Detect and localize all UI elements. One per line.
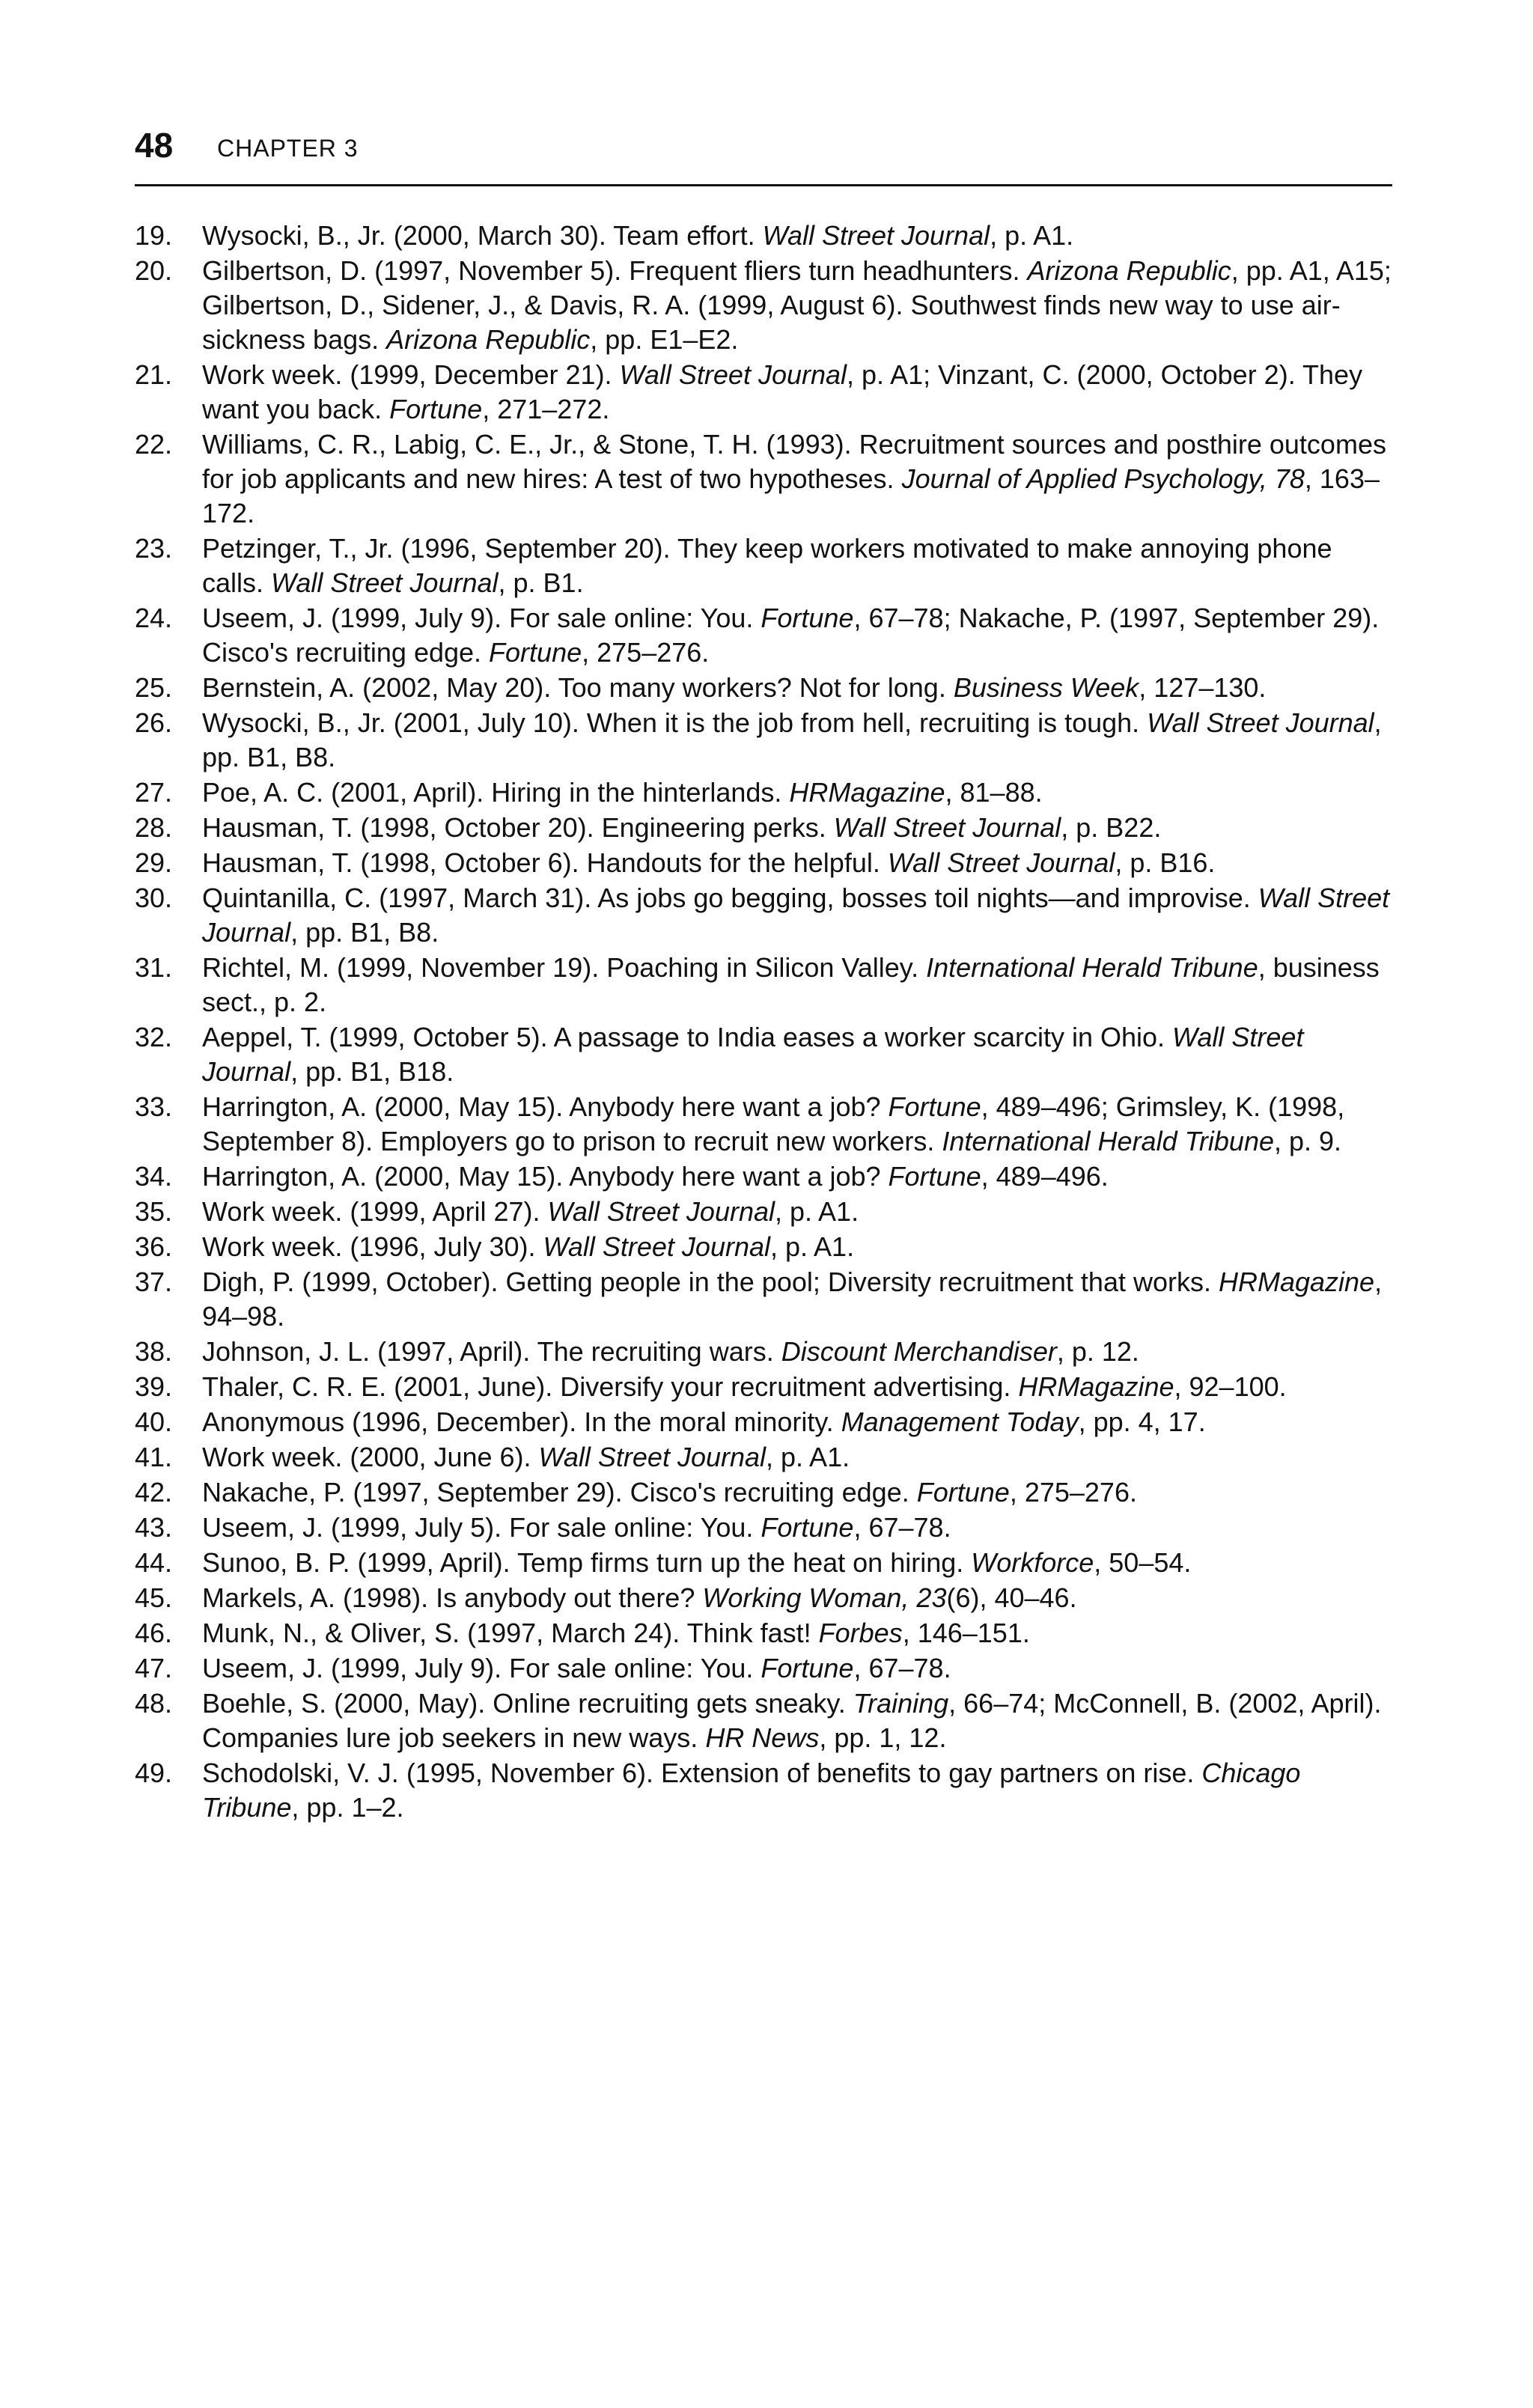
reference-segment: Wysocki, B., Jr. (2000, March 30). Team effort. bbox=[202, 220, 763, 251]
reference-segment: , pp. 1–2. bbox=[291, 1792, 404, 1823]
reference-segment: Richtel, M. (1999, November 19). Poaching in Silicon Valley. bbox=[202, 952, 927, 983]
reference-item bbox=[135, 219, 1392, 253]
reference-item bbox=[135, 1756, 1392, 1825]
reference-item bbox=[135, 1651, 1392, 1686]
source-title: Wall Street Journal bbox=[202, 883, 1390, 948]
reference-segment: Nakache, P. (1997, September 29). Cisco's recruiting edge. bbox=[202, 1477, 917, 1508]
reference-text bbox=[202, 883, 1389, 948]
reference-segment: , 81–88. bbox=[945, 777, 1043, 808]
reference-text bbox=[202, 707, 1382, 772]
reference-segment: Poe, A. C. (2001, April). Hiring in the hinterlands. bbox=[202, 777, 790, 808]
reference-text bbox=[202, 255, 1392, 355]
reference-list bbox=[135, 219, 1392, 1826]
reference-segment: , 67–78; Nakache, P. (1997, September 29). Cisco's recruiting edge. bbox=[202, 603, 1380, 668]
source-title: Journal of Applied Psychology, 78 bbox=[901, 463, 1305, 494]
reference-item bbox=[135, 1230, 1392, 1264]
source-title: Management Today bbox=[841, 1406, 1079, 1437]
reference-segment: (6), 40–46. bbox=[946, 1582, 1077, 1613]
reference-number: 46. bbox=[135, 1618, 173, 1648]
reference-number: 31. bbox=[135, 952, 173, 983]
reference-segment: , 66–74; McConnell, B. (2002, April). Companies lure job seekers in new ways. bbox=[202, 1688, 1382, 1753]
reference-text bbox=[202, 1547, 1191, 1578]
reference-item bbox=[135, 601, 1392, 670]
reference-number: 43. bbox=[135, 1512, 173, 1543]
reference-segment: Markels, A. (1998). Is anybody out there? bbox=[202, 1582, 703, 1613]
reference-item bbox=[135, 1511, 1392, 1545]
source-title: Wall Street Journal bbox=[271, 567, 499, 598]
reference-text bbox=[202, 1653, 951, 1683]
reference-item bbox=[135, 1335, 1392, 1369]
source-title: Wall Street Journal bbox=[538, 1442, 766, 1472]
reference-segment: , 127–130. bbox=[1139, 672, 1267, 703]
source-title: Discount Merchandiser bbox=[781, 1336, 1057, 1367]
reference-segment: Harrington, A. (2000, May 15). Anybody here want a job? bbox=[202, 1091, 889, 1122]
source-title: HRMagazine bbox=[1218, 1267, 1375, 1297]
reference-segment: Johnson, J. L. (1997, April). The recruiting wars. bbox=[202, 1336, 781, 1367]
reference-number: 45. bbox=[135, 1582, 173, 1613]
reference-segment: Williams, C. R., Labig, C. E., Jr., & Stone, T. H. (1993). Recruitment sources and posthire outcomes for job applicants and new hires: A test of two hypotheses. bbox=[202, 429, 1386, 494]
source-title: Wall Street Journal bbox=[619, 359, 847, 390]
reference-number: 23. bbox=[135, 533, 173, 564]
reference-number: 21. bbox=[135, 359, 173, 390]
source-title: International Herald Tribune bbox=[926, 952, 1258, 983]
reference-segment: , pp. E1–E2. bbox=[590, 324, 739, 355]
reference-segment: , 275–276. bbox=[1009, 1477, 1137, 1508]
reference-number: 44. bbox=[135, 1547, 173, 1578]
reference-text bbox=[202, 1688, 1381, 1753]
reference-number: 32. bbox=[135, 1022, 173, 1052]
reference-segment: , 92–100. bbox=[1174, 1371, 1287, 1402]
reference-segment: , 489–496. bbox=[981, 1161, 1109, 1192]
source-title: Wall Street Journal bbox=[762, 220, 990, 251]
reference-text bbox=[202, 1091, 1344, 1156]
source-title: Wall Street Journal bbox=[547, 1196, 775, 1227]
reference-segment: , 94–98. bbox=[202, 1267, 1383, 1332]
reference-text bbox=[202, 359, 1362, 424]
reference-segment: Bernstein, A. (2002, May 20). Too many workers? Not for long. bbox=[202, 672, 954, 703]
reference-item bbox=[135, 1616, 1392, 1650]
reference-text bbox=[202, 1371, 1287, 1402]
source-title: Training bbox=[853, 1688, 949, 1719]
reference-text bbox=[202, 1336, 1139, 1367]
reference-number: 25. bbox=[135, 672, 173, 703]
reference-segment: Work week. (1996, July 30). bbox=[202, 1231, 543, 1262]
reference-text bbox=[202, 847, 1215, 878]
reference-segment: , pp. 4, 17. bbox=[1078, 1406, 1206, 1437]
reference-text bbox=[202, 952, 1380, 1017]
reference-number: 34. bbox=[135, 1161, 173, 1192]
reference-segment: , 146–151. bbox=[902, 1618, 1030, 1648]
reference-segment: , pp. B1, B8. bbox=[290, 917, 439, 948]
reference-number: 28. bbox=[135, 812, 173, 843]
reference-text bbox=[202, 220, 1073, 251]
reference-text bbox=[202, 1582, 1077, 1613]
reference-number: 36. bbox=[135, 1231, 173, 1262]
reference-item bbox=[135, 671, 1392, 705]
reference-segment: , p. 9. bbox=[1274, 1126, 1342, 1156]
source-title: Fortune bbox=[761, 1512, 854, 1543]
source-title: Chicago Tribune bbox=[202, 1758, 1301, 1823]
reference-item bbox=[135, 706, 1392, 775]
reference-segment: Hausman, T. (1998, October 20). Engineering perks. bbox=[202, 812, 834, 843]
reference-number: 35. bbox=[135, 1196, 173, 1227]
reference-text bbox=[202, 1406, 1206, 1437]
reference-text bbox=[202, 1267, 1382, 1332]
reference-item bbox=[135, 1195, 1392, 1229]
reference-segment: , pp. A1, A15; Gilbertson, D., Sidener, J., & Davis, R. A. (1999, August 6). Southwest finds new way to use air-sickness bags. bbox=[202, 255, 1392, 355]
reference-number: 24. bbox=[135, 603, 173, 633]
reference-text bbox=[202, 1618, 1030, 1648]
reference-segment: Work week. (2000, June 6). bbox=[202, 1442, 539, 1472]
reference-number: 47. bbox=[135, 1653, 173, 1683]
source-title: HRMagazine bbox=[1018, 1371, 1174, 1402]
source-title: Arizona Republic bbox=[386, 324, 591, 355]
reference-number: 29. bbox=[135, 847, 173, 878]
source-title: Business Week bbox=[953, 672, 1139, 703]
reference-text bbox=[202, 1022, 1303, 1087]
source-title: Wall Street Journal bbox=[543, 1231, 770, 1262]
reference-segment: , pp. B1, B8. bbox=[202, 707, 1382, 772]
reference-item bbox=[135, 1546, 1392, 1580]
reference-segment: Munk, N., & Oliver, S. (1997, March 24). Think fast! bbox=[202, 1618, 819, 1648]
reference-segment: , p. A1; Vinzant, C. (2000, October 2). They want you back. bbox=[202, 359, 1363, 424]
reference-item bbox=[135, 254, 1392, 357]
reference-segment: , 275–276. bbox=[582, 637, 710, 668]
reference-number: 37. bbox=[135, 1267, 173, 1297]
reference-number: 22. bbox=[135, 429, 173, 460]
reference-segment: , 163–172. bbox=[202, 463, 1380, 528]
reference-item bbox=[135, 811, 1392, 845]
reference-item bbox=[135, 358, 1392, 427]
reference-item bbox=[135, 1370, 1392, 1404]
reference-number: 33. bbox=[135, 1091, 173, 1122]
chapter-label: CHAPTER 3 bbox=[217, 135, 359, 162]
source-title: Fortune bbox=[761, 1653, 854, 1683]
reference-text bbox=[202, 1442, 850, 1472]
reference-text bbox=[202, 1512, 951, 1543]
source-title: Wall Street Journal bbox=[833, 812, 1061, 843]
reference-text bbox=[202, 429, 1386, 528]
running-header bbox=[135, 111, 1392, 171]
reference-item bbox=[135, 1581, 1392, 1615]
reference-text bbox=[202, 1196, 859, 1227]
reference-segment: Useem, J. (1999, July 9). For sale online: You. bbox=[202, 1653, 761, 1683]
reference-segment: , p. B16. bbox=[1115, 847, 1216, 878]
reference-segment: , 489–496; Grimsley, K. (1998, September 8). Employers go to prison to recruit new workers. bbox=[202, 1091, 1345, 1156]
reference-segment: Useem, J. (1999, July 9). For sale online: You. bbox=[202, 603, 761, 633]
reference-segment: Work week. (1999, April 27). bbox=[202, 1196, 548, 1227]
source-title: Fortune bbox=[761, 603, 854, 633]
source-title: Fortune bbox=[916, 1477, 1010, 1508]
source-title: Forbes bbox=[818, 1618, 903, 1648]
reference-item bbox=[135, 1020, 1392, 1089]
reference-segment: Anonymous (1996, December). In the moral minority. bbox=[202, 1406, 841, 1437]
reference-number: 38. bbox=[135, 1336, 173, 1367]
reference-segment: Schodolski, V. J. (1995, November 6). Extension of benefits to gay partners on rise. bbox=[202, 1758, 1202, 1788]
reference-text bbox=[202, 533, 1332, 598]
source-title: Fortune bbox=[888, 1161, 981, 1192]
reference-number: 39. bbox=[135, 1371, 173, 1402]
reference-number: 48. bbox=[135, 1688, 173, 1719]
reference-number: 49. bbox=[135, 1758, 173, 1788]
reference-segment: , p. B22. bbox=[1061, 812, 1162, 843]
reference-segment: Sunoo, B. P. (1999, April). Temp firms turn up the heat on hiring. bbox=[202, 1547, 972, 1578]
reference-text bbox=[202, 603, 1379, 668]
reference-item bbox=[135, 1265, 1392, 1334]
reference-text bbox=[202, 1477, 1137, 1508]
reference-number: 41. bbox=[135, 1442, 173, 1472]
reference-text bbox=[202, 812, 1161, 843]
source-title: Fortune bbox=[888, 1091, 981, 1122]
reference-segment: Hausman, T. (1998, October 6). Handouts for the helpful. bbox=[202, 847, 888, 878]
reference-item bbox=[135, 1686, 1392, 1755]
reference-segment: Petzinger, T., Jr. (1996, September 20). They keep workers motivated to make annoying phone calls. bbox=[202, 533, 1332, 598]
reference-segment: , pp. 1, 12. bbox=[819, 1722, 947, 1753]
source-title: Wall Street Journal bbox=[202, 1022, 1304, 1087]
reference-text bbox=[202, 1758, 1300, 1823]
header-rule bbox=[135, 184, 1392, 186]
reference-segment: , pp. B1, B18. bbox=[290, 1056, 454, 1087]
source-title: Workforce bbox=[971, 1547, 1094, 1578]
source-title: Arizona Republic bbox=[1027, 255, 1231, 286]
reference-number: 26. bbox=[135, 707, 173, 738]
source-title: Wall Street Journal bbox=[1147, 707, 1374, 738]
page-number: 48 bbox=[135, 126, 174, 165]
reference-segment: Work week. (1999, December 21). bbox=[202, 359, 620, 390]
reference-text bbox=[202, 777, 1043, 808]
reference-item bbox=[135, 1475, 1392, 1510]
reference-segment: , 50–54. bbox=[1094, 1547, 1192, 1578]
reference-item bbox=[135, 1159, 1392, 1194]
reference-number: 40. bbox=[135, 1406, 173, 1437]
reference-number: 30. bbox=[135, 883, 173, 913]
reference-segment: , 67–78. bbox=[853, 1512, 951, 1543]
reference-segment: , p. 12. bbox=[1056, 1336, 1139, 1367]
reference-segment: Thaler, C. R. E. (2001, June). Diversify your recruitment advertising. bbox=[202, 1371, 1019, 1402]
reference-segment: , p. A1. bbox=[990, 220, 1074, 251]
reference-item bbox=[135, 775, 1392, 810]
reference-item bbox=[135, 1090, 1392, 1159]
reference-item bbox=[135, 427, 1392, 531]
reference-item bbox=[135, 1440, 1392, 1475]
source-title: International Herald Tribune bbox=[942, 1126, 1274, 1156]
reference-item bbox=[135, 881, 1392, 950]
reference-segment: , 67–78. bbox=[853, 1653, 951, 1683]
reference-number: 42. bbox=[135, 1477, 173, 1508]
source-title: Wall Street Journal bbox=[887, 847, 1115, 878]
reference-segment: , p. B1. bbox=[498, 567, 584, 598]
reference-segment: Useem, J. (1999, July 5). For sale online: You. bbox=[202, 1512, 761, 1543]
reference-segment: Quintanilla, C. (1997, March 31). As jobs go begging, bosses toil nights—and improvise. bbox=[202, 883, 1258, 913]
source-title: Fortune bbox=[489, 637, 582, 668]
reference-segment: , business sect., p. 2. bbox=[202, 952, 1380, 1017]
reference-number: 19. bbox=[135, 220, 173, 251]
source-title: Fortune bbox=[389, 394, 483, 424]
reference-segment: Digh, P. (1999, October). Getting people in the pool; Diversity recruitment that works. bbox=[202, 1267, 1219, 1297]
reference-segment: , p. A1. bbox=[775, 1196, 859, 1227]
reference-segment: , p. A1. bbox=[770, 1231, 855, 1262]
reference-segment: Wysocki, B., Jr. (2001, July 10). When it is the job from hell, recruiting is tough. bbox=[202, 707, 1148, 738]
reference-number: 27. bbox=[135, 777, 173, 808]
reference-segment: , p. A1. bbox=[766, 1442, 850, 1472]
reference-item bbox=[135, 951, 1392, 1019]
reference-item bbox=[135, 1405, 1392, 1439]
reference-item bbox=[135, 531, 1392, 600]
reference-text bbox=[202, 672, 1266, 703]
reference-segment: Harrington, A. (2000, May 15). Anybody here want a job? bbox=[202, 1161, 889, 1192]
reference-segment: Gilbertson, D. (1997, November 5). Frequent fliers turn headhunters. bbox=[202, 255, 1028, 286]
source-title: HR News bbox=[705, 1722, 820, 1753]
reference-segment: Aeppel, T. (1999, October 5). A passage to India eases a worker scarcity in Ohio. bbox=[202, 1022, 1173, 1052]
reference-text bbox=[202, 1231, 854, 1262]
reference-number: 20. bbox=[135, 255, 173, 286]
source-title: HRMagazine bbox=[789, 777, 945, 808]
reference-segment: , 271–272. bbox=[482, 394, 610, 424]
reference-item bbox=[135, 846, 1392, 880]
source-title: Working Woman, 23 bbox=[702, 1582, 947, 1613]
reference-text bbox=[202, 1161, 1109, 1192]
reference-segment: Boehle, S. (2000, May). Online recruiting gets sneaky. bbox=[202, 1688, 853, 1719]
